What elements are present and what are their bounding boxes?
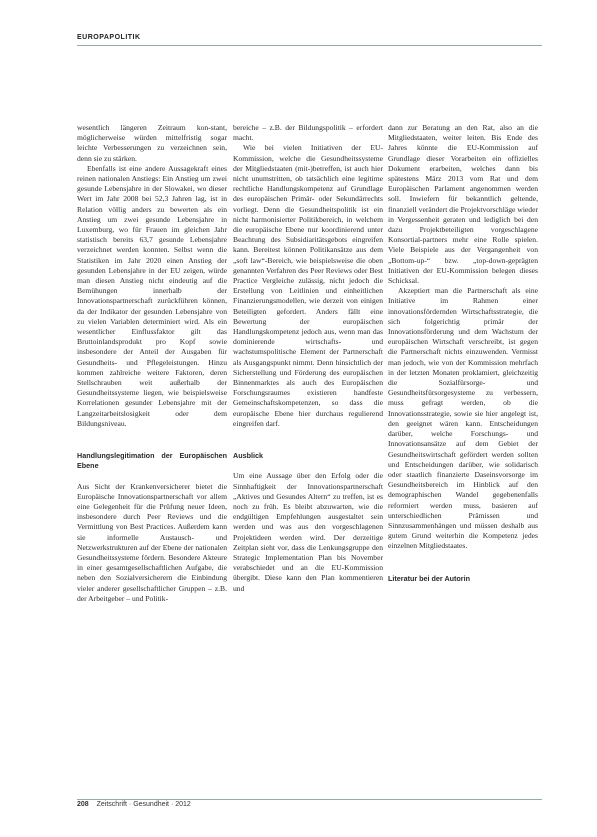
footer-rule [77,799,542,800]
column-1-paragraph-3: Aus Sicht der Krankenversicherer bietet die Europäische Innovationspartnerschaft vor allem eine Gelegenheit für die Prüfung neuer Ideen, insbesondere durch Peer Reviews und die Vermittlung von Best Practices. Außerdem kann sie informelle Austausch- und Netzwerkstrukturen auf der Ebene der nationalen Gesundheitssysteme fördern. Besondere Akteure in einer gesamtgesellschaftlichen Aufgabe, die neben den Sozialversicherern die Einbindung vieler anderer gesellschaftlicher Gruppen – z.B. der Arbeitgeber – und Politik- [77,481,227,603]
section-heading-ausblick: Ausblick [233,451,263,461]
column-2-paragraph-2: Wie bei vielen Initiativen der EU-Kommission, welche die Gesundheitssysteme der Mitgliedstaaten (mit-)betreffen, ist auch hier nicht unumstritten, ob tatsächlich eine legitime rechtliche Handlungskompetenz auf Grundlage des europäischen Primär- oder Sekundärrechts vorliegt. Denn die Gesundheitspolitik ist ein nicht harmonisierter Politikbereich, in welchem die europäische Ebene nur koordinierend unter Beachtung des Subsidiaritätsgebots eingreifen kann. Bereitest können Politikansätze aus dem „soft law“-Bereich, wie beispielsweise die oben genannten Verfahren des Peer Reviews oder Best Practice Vergleiche zulässig, nicht jedoch die Erstellung von Leitlinien und einheitlichen Finanzierungsmodellen, wie derzeit von einigen Beteiligten gefordert. Anders fällt eine Bewertung der europäischen Handlungskompetenz jedoch aus, wenn man das dominierende wirtschafts- und wachstumspolitische Element der Partnerschaft als Ausgangspunkt nimmt. Denn hinsichtlich der Sicherstellung und Förderung des europäischen Binnenmarktes als auch des Europäischen Forschungsraumes existieren handfeste Gemeinschaftskompetenzen, so dass die europäische Ebene hier durchaus regulierend eingreifen darf. [233,143,383,428]
page-footer [77,801,191,808]
page-number: 208 [77,801,89,808]
column-3 [388,123,538,584]
column-1 [77,123,227,604]
column-2-paragraph-3: Um eine Aussage über den Erfolg oder die Sinnhaftigkeit der Innovationspartnerschaft „Aktives und Gesundes Altern“ zu treffen, ist es noch zu früh. Es bleibt abzuwarten, wie die endgültigen Empfehlungen ausgestaltet sein werden und was aus den vorgeschlagenen Projektideen werden wird. Der derzeitige Zeitplan sieht vor, dass die Lenkungsgruppe den Strategic Implementation Plan bis November verabschiedet und an die EU-Kommission übergibt. Diese kann den Plan kommentieren und [233,471,383,593]
column-2-paragraph-1: bereiche – z.B. der Bildungspolitik – erfordert macht. [233,123,383,143]
column-3-paragraph-1: dann zur Beratung an den Rat, also an die Mitgliedstaaten, weiter leiten. Bis Ende des Jahres könnte die EU-Kommission auf Grundlage dieser Vorarbeiten ein offizielles Dokument erarbeiten, welches dann bis spätestens März 2013 vom Rat und dem Europäischen Parlament angenommen werden soll. Inwiefern für bekanntlich geltende, finanziell verändert die Projektvorschläge wieder in Vergessenheit geraten und lediglich bei den dazu Projektbeteiligten vorgeschlagene Konsortial-partners mehr eine Rolle spielen. Viele Beispiele aus der Vergangenheit von „Bottom-up-“ bzw. „top-down-geprägten Initiativen der EU-Kommission belegen dieses Schicksal. [388,123,538,286]
column-1-paragraph-1: wesentlich längeren Zeitraum kon-stant, möglicherweise würden mittelfristig sogar leichte Verbesserungen zu verzeichnen sein, denn sie zu stärken. [77,123,227,163]
column-1-paragraph-2: Ebenfalls ist eine andere Aussagekraft eines reinen nationalen Anstiegs: Ein Anstieg um zwei gesunde Lebensjahre in der Slowakei, wo dieser Wert im Jahr 2008 bei 52,3 Jahren lag, ist in Relation völlig anders zu bewerten als ein Anstieg um zwei gesunde Lebensjahre in Luxemburg, wo für Frauen im gleichen Jahr statistisch bereits 63,7 gesunde Lebensjahre verzeichnet werden konnten. Selbst wenn die Statistiken im Jahr 2020 einen Anstieg der gesunden Lebensjahre in der EU zeigen, würde man diesen Anstieg nicht eindeutig auf die Bemühungen innerhalb der Innovationspartnerschaft zurückführen können, da der Indikator der gesunden Lebensjahre von zu vielen Variablen determiniert wird. Als ein wesentlicher Einflussfaktor gilt das Bruttoinlandsprodukt pro Kopf sowie insbesondere der Anteil der Ausgaben für Gesundheits- und Pflegeleistungen. Hinzu kommen zahlreiche weitere Faktoren, deren Stellschrauben weit außerhalb der Gesundheitssysteme liegen, wie beispielsweise Korrelationen gesunder Lebensjahre mit der Langzeitarbeitslosigkeit oder dem Bildungsniveau. [77,163,227,428]
section-heading-legitimation: Handlungslegitimation der Europäischen Ebene [77,451,227,471]
column-3-paragraph-2: Akzeptiert man die Partnerschaft als eine Initiative im Rahmen einer innovationsfördernden Wirtschaftsstrategie, die sich folgerichtig primär der Innovationsförderung und dem Wachstum der europäischen Wirtschaft verschreibt, ist gegen die Partnerschaft nichts einzuwenden. Vermisst man jedoch, wie von der Kommission mehrfach in der letzten Monaten proklamiert, gleichzeitig die Sozialfürsorge- und Gesundheitsfürsorgesysteme zu verbessern, muss gefragt werden, ob die Innovationsstrategie, sowie sie hier angelegt ist, den geeignet wären kann. Entscheidungen darüber, welche Forschungs- und Innovationsansätze auf dem Gebiet der Gesundheitswirtschaft gefördert werden sollten und Entscheidungen darüber, wie solidarisch oder staatlich finanzierte Daseinsvorsorge im Gesundheitsbereich im Hinblick auf den demographischen Wandel gegebenenfalls reformiert werden muss, basieren auf unterschiedlichen Prämissen und Sinnzusammenhängen und müssen deshalb aus gutem Grund weiterhin die Kompetenz jedes einzelnen Mitgliedstaates. [388,286,538,551]
publication-name: Zeitschrift · Gesundheit · 2012 [96,801,191,808]
literature-note: Literatur bei der Autorin [388,573,470,583]
section-label: EUROPAPOLITIK [77,34,141,41]
column-2 [233,123,383,594]
header-rule [77,45,542,46]
